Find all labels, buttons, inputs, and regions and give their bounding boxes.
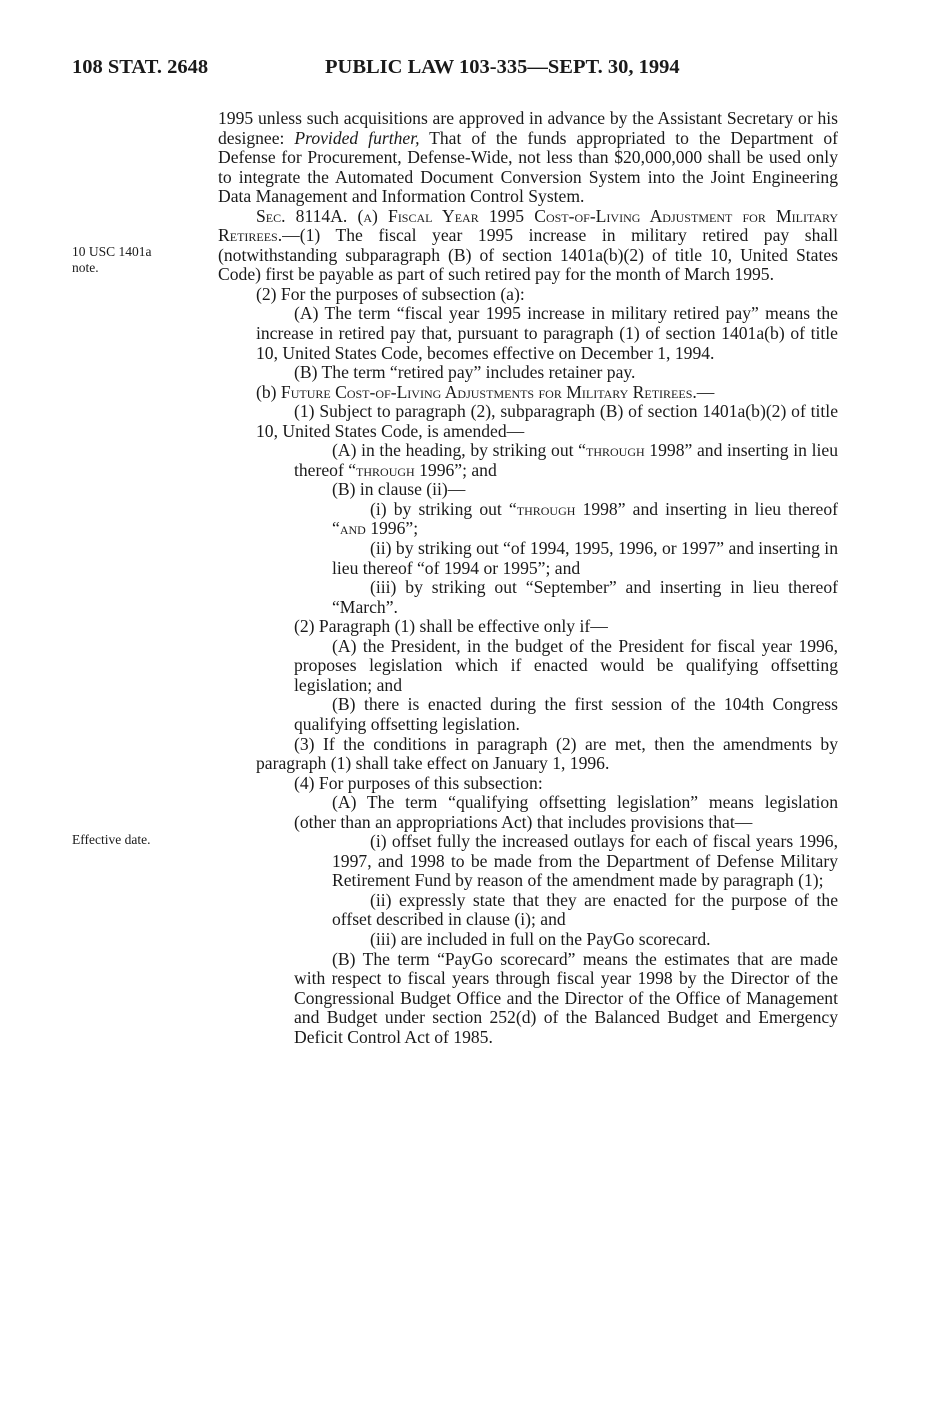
- section-8114a: [218, 207, 838, 285]
- subsection-b-1: (1) Subject to paragraph (2), subparagraph (B) of section 1401a(b)(2) of title 10, United States Code, is amended—: [256, 401, 838, 441]
- stat-citation: 108 STAT. 2648: [72, 56, 209, 78]
- margin-note-usc: [72, 244, 152, 276]
- text-run-smallcaps: through 1998: [585, 440, 685, 461]
- text-run: (A) in the heading, by striking out “: [332, 440, 586, 461]
- subsection-b-2: (2) Paragraph (1) shall be effective only if—: [294, 616, 608, 637]
- subsection-b-3: (3) If the conditions in paragraph (2) are met, then the amendments by paragraph (1) shall take effect on January 1, 1996.: [256, 733, 838, 774]
- text-run-smallcaps: through 1998: [516, 498, 618, 519]
- margin-note-usc-line2: note.: [72, 260, 99, 275]
- text-run-italic: Provided further,: [294, 127, 420, 148]
- clause-b-1-B-i: [218, 500, 838, 539]
- subsection-a-2-B: (B) The term “retired pay” includes retainer pay.: [294, 362, 636, 383]
- text-run: ” and inserting in lieu thereof “: [294, 440, 838, 480]
- clause-b-1-B-iii: (iii) by striking out “September” and inserting in lieu thereof “March”.: [332, 577, 838, 617]
- text-run: —(1) The fiscal year 1995 increase in military retired pay shall (notwithstanding subparagraph (B) of section 1401a(b)(2) of title 10, United States Code) first be payable as part of such retired pay for the month of March 1995.: [218, 225, 838, 285]
- paragraph-procurement: [218, 109, 838, 207]
- clause-b-4-A-i: (i) offset fully the increased outlays for each of fiscal years 1996, 1997, and 1998 to be made from the Department of Defense Military Retirement Fund by reason of the amendment made by paragraph (1);: [332, 831, 838, 891]
- subsection-b: [218, 383, 838, 403]
- page-header: [72, 56, 852, 82]
- subsection-b-4: (4) For purposes of this subsection:: [294, 772, 543, 793]
- text-run: —: [696, 381, 715, 402]
- clause-b-4-A-iii: (iii) are included in full on the PayGo scorecard.: [370, 928, 711, 949]
- law-body: [218, 109, 838, 1047]
- subsection-b-4-B: (B) The term “PayGo scorecard” means the estimates that are made with respect to fiscal years through fiscal year 1998 by the Director of the Congressional Budget Office and the Director of the Office of Management and Budget under section 252(d) of the Balanced Budget and Emergency Deficit Control Act of 1985.: [294, 948, 838, 1047]
- subsection-a-2: (2) For the purposes of subsection (a):: [256, 283, 525, 304]
- subsection-b-1-B: (B) in clause (ii)—: [332, 479, 466, 500]
- subsection-b-1-A: [218, 441, 838, 480]
- text-run: ”; and: [454, 459, 497, 480]
- margin-note-effective-date: Effective date.: [72, 832, 151, 847]
- subsection-b-heading: Future Cost-of-Living Adjustments for Military Retirees.: [280, 381, 697, 402]
- text-run: ” and inserting in lieu thereof “: [332, 498, 838, 539]
- margin-note-usc-line1: 10 USC 1401a: [72, 244, 152, 259]
- subsection-a-2-A: (A) The term “fiscal year 1995 increase in military retired pay” means the increase in retired pay that, pursuant to paragraph (1) of section 1401a(b) of title 10, United States Code, becomes effective on December 1, 1994.: [256, 303, 838, 363]
- section-heading: Fiscal Year 1995 Cost-of-Living Adjustment for Military Retirees.: [218, 205, 838, 246]
- subsection-b-2-B: (B) there is enacted during the first session of the 104th Congress qualifying offsetting legislation.: [294, 694, 838, 734]
- text-run-smallcaps: through 1996: [356, 459, 455, 480]
- text-run: 1995 unless such acquisitions are approved in advance by the Assistant Secretary or his designee:: [218, 108, 838, 148]
- public-law-title: PUBLIC LAW 103-335—SEPT. 30, 1994: [325, 56, 680, 78]
- text-run-smallcaps: and 1996: [339, 518, 406, 539]
- text-run: ”;: [405, 518, 419, 539]
- section-number: Sec. 8114A. (a): [256, 205, 389, 226]
- clause-b-1-B-ii: (ii) by striking out “of 1994, 1995, 1996, or 1997” and inserting in lieu thereof “of 1994 or 1995”; and: [332, 538, 838, 578]
- subsection-b-2-A: (A) the President, in the budget of the President for fiscal year 1996, proposes legislation which if enacted would be qualifying offsetting legislation; and: [294, 635, 838, 695]
- text-run: (i) by striking out “: [370, 498, 517, 519]
- subsection-b-4-A: (A) The term “qualifying offsetting legislation” means legislation (other than an appropriations Act) that includes provisions that—: [294, 792, 838, 832]
- text-run: That of the funds appropriated to the Department of Defense for Procurement, Defense-Wide, not less than $20,000,000 shall be used only to integrate the Automated Document Conversion System into the Joint Engineering Data Management and Information Control System.: [218, 127, 838, 207]
- text-run: (b): [256, 381, 281, 402]
- clause-b-4-A-ii: (ii) expressly state that they are enacted for the purpose of the offset described in clause (i); and: [332, 889, 838, 930]
